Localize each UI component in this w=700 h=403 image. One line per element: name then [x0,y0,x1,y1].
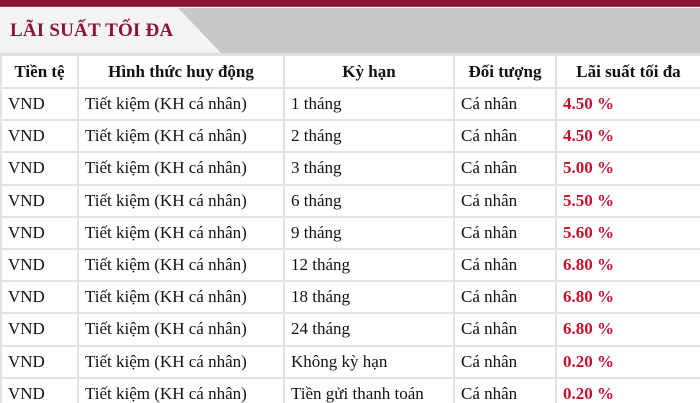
cell-currency: VND [1,281,78,313]
table-row [1,249,700,281]
cell-currency: VND [1,217,78,249]
cell-form: Tiết kiệm (KH cá nhân) [78,185,284,217]
header-target: Đối tượng [454,55,556,88]
cell-currency: VND [1,152,78,184]
cell-term: 24 tháng [284,313,454,345]
cell-target: Cá nhân [454,249,556,281]
cell-term: Tiền gửi thanh toán [284,378,454,403]
cell-rate: 6.80 % [556,313,700,345]
cell-target: Cá nhân [454,217,556,249]
cell-form: Tiết kiệm (KH cá nhân) [78,120,284,152]
table-row [1,185,700,217]
table-row [1,378,700,403]
table-row [1,313,700,345]
cell-currency: VND [1,185,78,217]
cell-target: Cá nhân [454,281,556,313]
cell-rate: 4.50 % [556,88,700,120]
cell-rate: 6.80 % [556,281,700,313]
cell-rate: 0.20 % [556,346,700,378]
cell-target: Cá nhân [454,346,556,378]
cell-term: 9 tháng [284,217,454,249]
cell-term: 18 tháng [284,281,454,313]
top-accent-bar [0,0,700,7]
cell-currency: VND [1,346,78,378]
cell-term: 2 tháng [284,120,454,152]
max-interest-rate-table [0,54,700,403]
cell-term: 12 tháng [284,249,454,281]
cell-form: Tiết kiệm (KH cá nhân) [78,88,284,120]
table-row [1,120,700,152]
cell-currency: VND [1,313,78,345]
header-deposit-form: Hình thức huy động [78,55,284,88]
cell-term: 1 tháng [284,88,454,120]
header-term: Kỳ hạn [284,55,454,88]
cell-target: Cá nhân [454,185,556,217]
table-row [1,88,700,120]
header-currency: Tiền tệ [1,55,78,88]
cell-rate: 6.80 % [556,249,700,281]
cell-form: Tiết kiệm (KH cá nhân) [78,217,284,249]
cell-rate: 5.50 % [556,185,700,217]
table-header-row [1,55,700,88]
cell-form: Tiết kiệm (KH cá nhân) [78,152,284,184]
table-row [1,346,700,378]
cell-term: 3 tháng [284,152,454,184]
cell-target: Cá nhân [454,313,556,345]
header-max-rate: Lãi suất tối đa [556,55,700,88]
table-row [1,217,700,249]
cell-form: Tiết kiệm (KH cá nhân) [78,378,284,403]
title-band [0,8,700,54]
cell-currency: VND [1,88,78,120]
cell-rate: 4.50 % [556,120,700,152]
cell-term: 6 tháng [284,185,454,217]
table-row [1,281,700,313]
cell-form: Tiết kiệm (KH cá nhân) [78,281,284,313]
cell-rate: 5.00 % [556,152,700,184]
cell-form: Tiết kiệm (KH cá nhân) [78,313,284,345]
cell-rate: 5.60 % [556,217,700,249]
cell-currency: VND [1,378,78,403]
cell-rate: 0.20 % [556,378,700,403]
cell-term: Không kỳ hạn [284,346,454,378]
cell-form: Tiết kiệm (KH cá nhân) [78,249,284,281]
cell-target: Cá nhân [454,152,556,184]
cell-target: Cá nhân [454,88,556,120]
section-title: LÃI SUẤT TỐI ĐA [10,20,174,41]
cell-form: Tiết kiệm (KH cá nhân) [78,346,284,378]
table-row [1,152,700,184]
cell-currency: VND [1,120,78,152]
cell-target: Cá nhân [454,378,556,403]
cell-currency: VND [1,249,78,281]
cell-target: Cá nhân [454,120,556,152]
